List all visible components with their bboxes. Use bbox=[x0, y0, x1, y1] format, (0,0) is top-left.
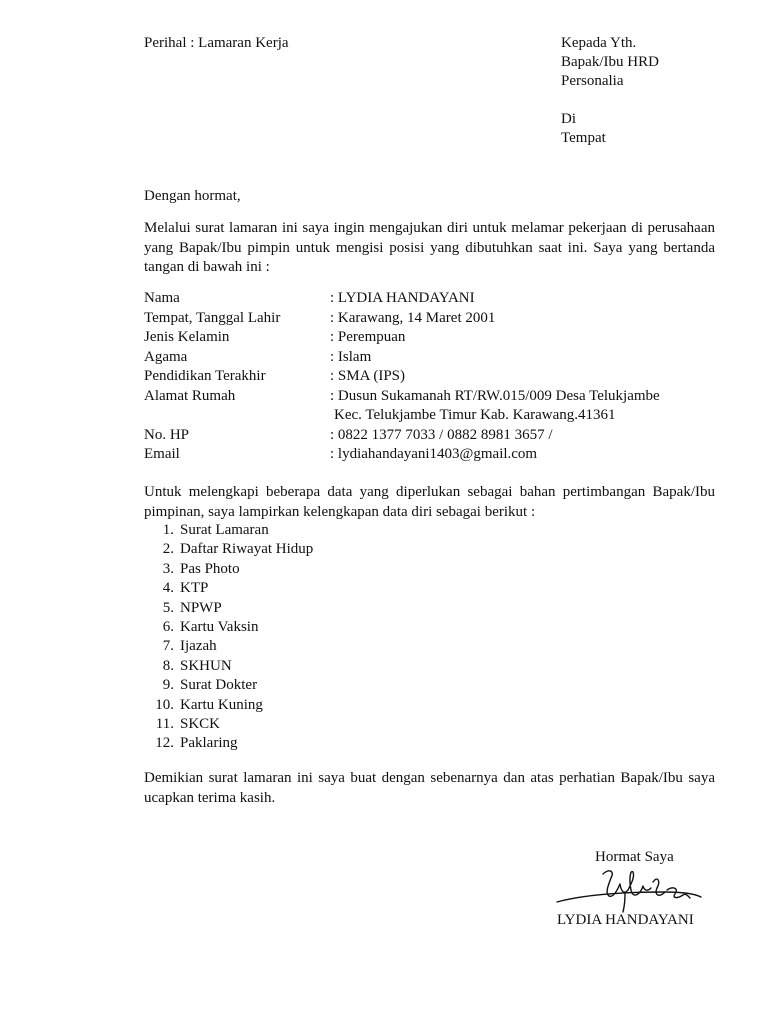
regards: Hormat Saya bbox=[595, 849, 674, 865]
signature-image bbox=[553, 862, 713, 914]
list-number: 3. bbox=[162, 560, 174, 577]
detail-label: Alamat Rumah bbox=[144, 387, 236, 404]
detail-label: Pendidikan Terakhir bbox=[144, 368, 266, 384]
list-text: Paklaring bbox=[180, 735, 238, 752]
detail-value: : Perempuan bbox=[330, 329, 406, 345]
list-text: SKHUN bbox=[180, 657, 232, 674]
list-text: NPWP bbox=[180, 599, 222, 616]
detail-label: Agama bbox=[144, 348, 188, 365]
detail-value: : Dusun Sukamanah RT/RW.015/009 Desa Telukjambe bbox=[330, 387, 660, 404]
list-text: Surat Dokter bbox=[180, 677, 258, 694]
detail-value: : lydiahandayani1403@gmail.com bbox=[330, 446, 538, 462]
list-text: Ijazah bbox=[180, 638, 217, 655]
recipient-line: Tempat bbox=[561, 130, 606, 146]
list-number: 4. bbox=[162, 580, 174, 597]
list-number: 7. bbox=[162, 638, 174, 655]
detail-label: No. HP bbox=[144, 426, 190, 443]
list-text: SKCK bbox=[180, 715, 221, 732]
list-number: 9. bbox=[162, 677, 174, 694]
closing-paragraph: Demikian surat lamaran ini saya buat dengan sebenarnya dan atas perhatian Bapak/Ibu saya ucapkan terima kasih. bbox=[144, 770, 715, 806]
list-text: Kartu Vaksin bbox=[180, 618, 259, 635]
list-text: Surat Lamaran bbox=[180, 522, 269, 538]
list-number: 5. bbox=[162, 599, 174, 616]
list-number: 2. bbox=[162, 541, 174, 558]
signature-name: LYDIA HANDAYANI bbox=[557, 912, 694, 928]
list-number: 10. bbox=[155, 696, 174, 713]
recipient-spacer bbox=[561, 91, 659, 110]
intro-paragraph: Melalui surat lamaran ini saya ingin mengajukan diri untuk melamar pekerjaan di perusahaan yang Bapak/Ibu pimpin untuk mengisi posisi yang dibutuhkan saat ini. Saya yang bertanda tangan di bawah ini : bbox=[144, 220, 715, 275]
list-number: 12. bbox=[155, 735, 174, 752]
detail-label: Nama bbox=[144, 290, 180, 306]
list-text: Pas Photo bbox=[180, 560, 240, 577]
recipient-line: Kepada Yth. bbox=[561, 35, 637, 51]
list-number: 11. bbox=[155, 715, 174, 732]
detail-value: Kec. Telukjambe Timur Kab. Karawang.41361 bbox=[334, 407, 616, 423]
subject-line: Perihal : Lamaran Kerja bbox=[144, 35, 289, 51]
list-number: 8. bbox=[162, 657, 174, 674]
list-text: Kartu Kuning bbox=[180, 696, 263, 713]
recipient-line: Personalia bbox=[561, 73, 624, 89]
list-number: 6. bbox=[162, 618, 174, 635]
detail-value: : Karawang, 14 Maret 2001 bbox=[330, 309, 496, 326]
list-number: 1. bbox=[162, 522, 174, 538]
recipient-line: Bapak/Ibu HRD bbox=[561, 54, 659, 70]
detail-value: : SMA (IPS) bbox=[330, 368, 406, 384]
recipient-address bbox=[561, 34, 659, 148]
greeting: Dengan hormat, bbox=[144, 188, 241, 204]
detail-label: Tempat, Tanggal Lahir bbox=[144, 309, 281, 326]
list-text: Daftar Riwayat Hidup bbox=[180, 541, 314, 558]
recipient-line: Di bbox=[561, 111, 576, 127]
detail-value: : Islam bbox=[330, 348, 372, 365]
list-text: KTP bbox=[180, 580, 209, 597]
detail-label: Email bbox=[144, 446, 180, 462]
attachment-intro: Untuk melengkapi beberapa data yang diperlukan sebagai bahan pertimbangan Bapak/Ibu pimpinan, saya lampirkan kelengkapan data diri sebagai berikut : bbox=[144, 484, 715, 520]
detail-value: : 0822 1377 7033 / 0882 8981 3657 / bbox=[330, 426, 553, 443]
detail-value: : LYDIA HANDAYANI bbox=[330, 290, 475, 306]
detail-label: Jenis Kelamin bbox=[144, 329, 230, 345]
